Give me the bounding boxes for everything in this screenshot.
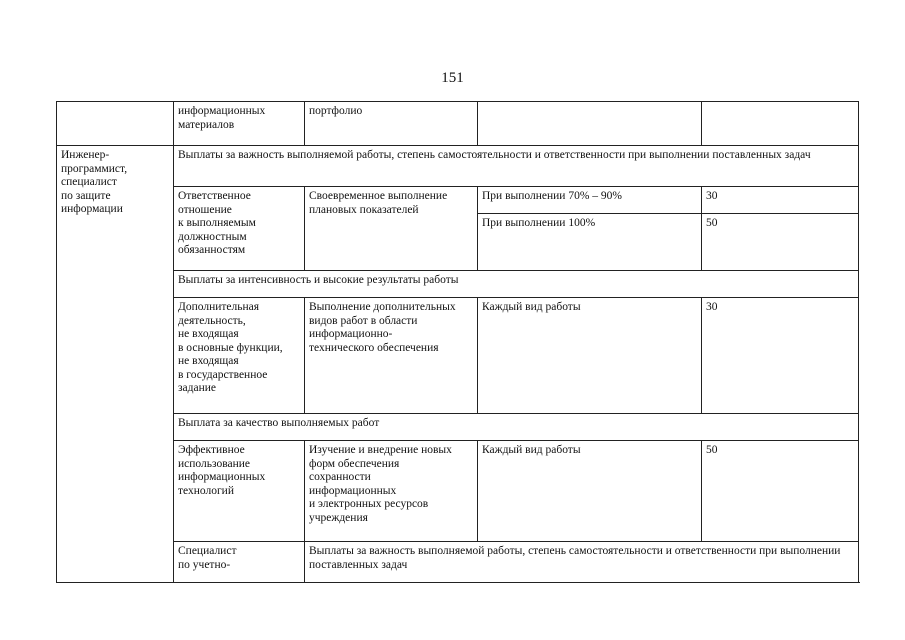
table-row (57, 102, 859, 146)
table-row (57, 298, 859, 414)
indicator-cell: портфолио (305, 102, 478, 146)
condition-cell: Каждый вид работы (478, 441, 702, 542)
value-cell: 50 (702, 214, 859, 271)
table-row (57, 271, 859, 298)
indicator-cell: Выполнение дополнительных видов работ в области информационно- технического обеспечения (305, 298, 478, 414)
table-row (57, 542, 859, 583)
condition-cell (478, 102, 702, 146)
criterion-cell: Дополнительная деятельность, не входящая в основные функции, не входящая в государственное задание (174, 298, 305, 414)
value-cell: 30 (702, 298, 859, 414)
value-cell: 30 (702, 187, 859, 214)
section-header: Выплата за качество выполняемых работ (174, 414, 859, 441)
condition-cell: При выполнении 70% – 90% (478, 187, 702, 214)
criterion-cell: информационных материалов (174, 102, 305, 146)
position-cell (57, 102, 174, 146)
section-header: Выплаты за важность выполняемой работы, степень самостоятельности и ответственности при выполнении поставленных задач (305, 542, 859, 583)
section-header: Выплаты за интенсивность и высокие результаты работы (174, 271, 859, 298)
position-cell: Специалист по учетно- (174, 542, 305, 583)
condition-cell: При выполнении 100% (478, 214, 702, 271)
condition-cell: Каждый вид работы (478, 298, 702, 414)
table-row (57, 146, 859, 187)
table-row (57, 414, 859, 441)
page-number: 151 (441, 70, 464, 86)
payments-table (56, 101, 859, 583)
position-cell: Инженер- программист, специалист по защите информации (57, 146, 174, 583)
table-row (57, 187, 859, 214)
criterion-cell: Эффективное использование информационных технологий (174, 441, 305, 542)
indicator-cell: Своевременное выполнение плановых показателей (305, 187, 478, 271)
criterion-cell: Ответственное отношение к выполняемым должностным обязанностям (174, 187, 305, 271)
table-row (57, 441, 859, 542)
value-cell: 50 (702, 441, 859, 542)
indicator-cell: Изучение и внедрение новых форм обеспечения сохранности информационных и электронных ресурсов учреждения (305, 441, 478, 542)
section-header: Выплаты за важность выполняемой работы, степень самостоятельности и ответственности при выполнении поставленных задач (174, 146, 859, 187)
value-cell (702, 102, 859, 146)
